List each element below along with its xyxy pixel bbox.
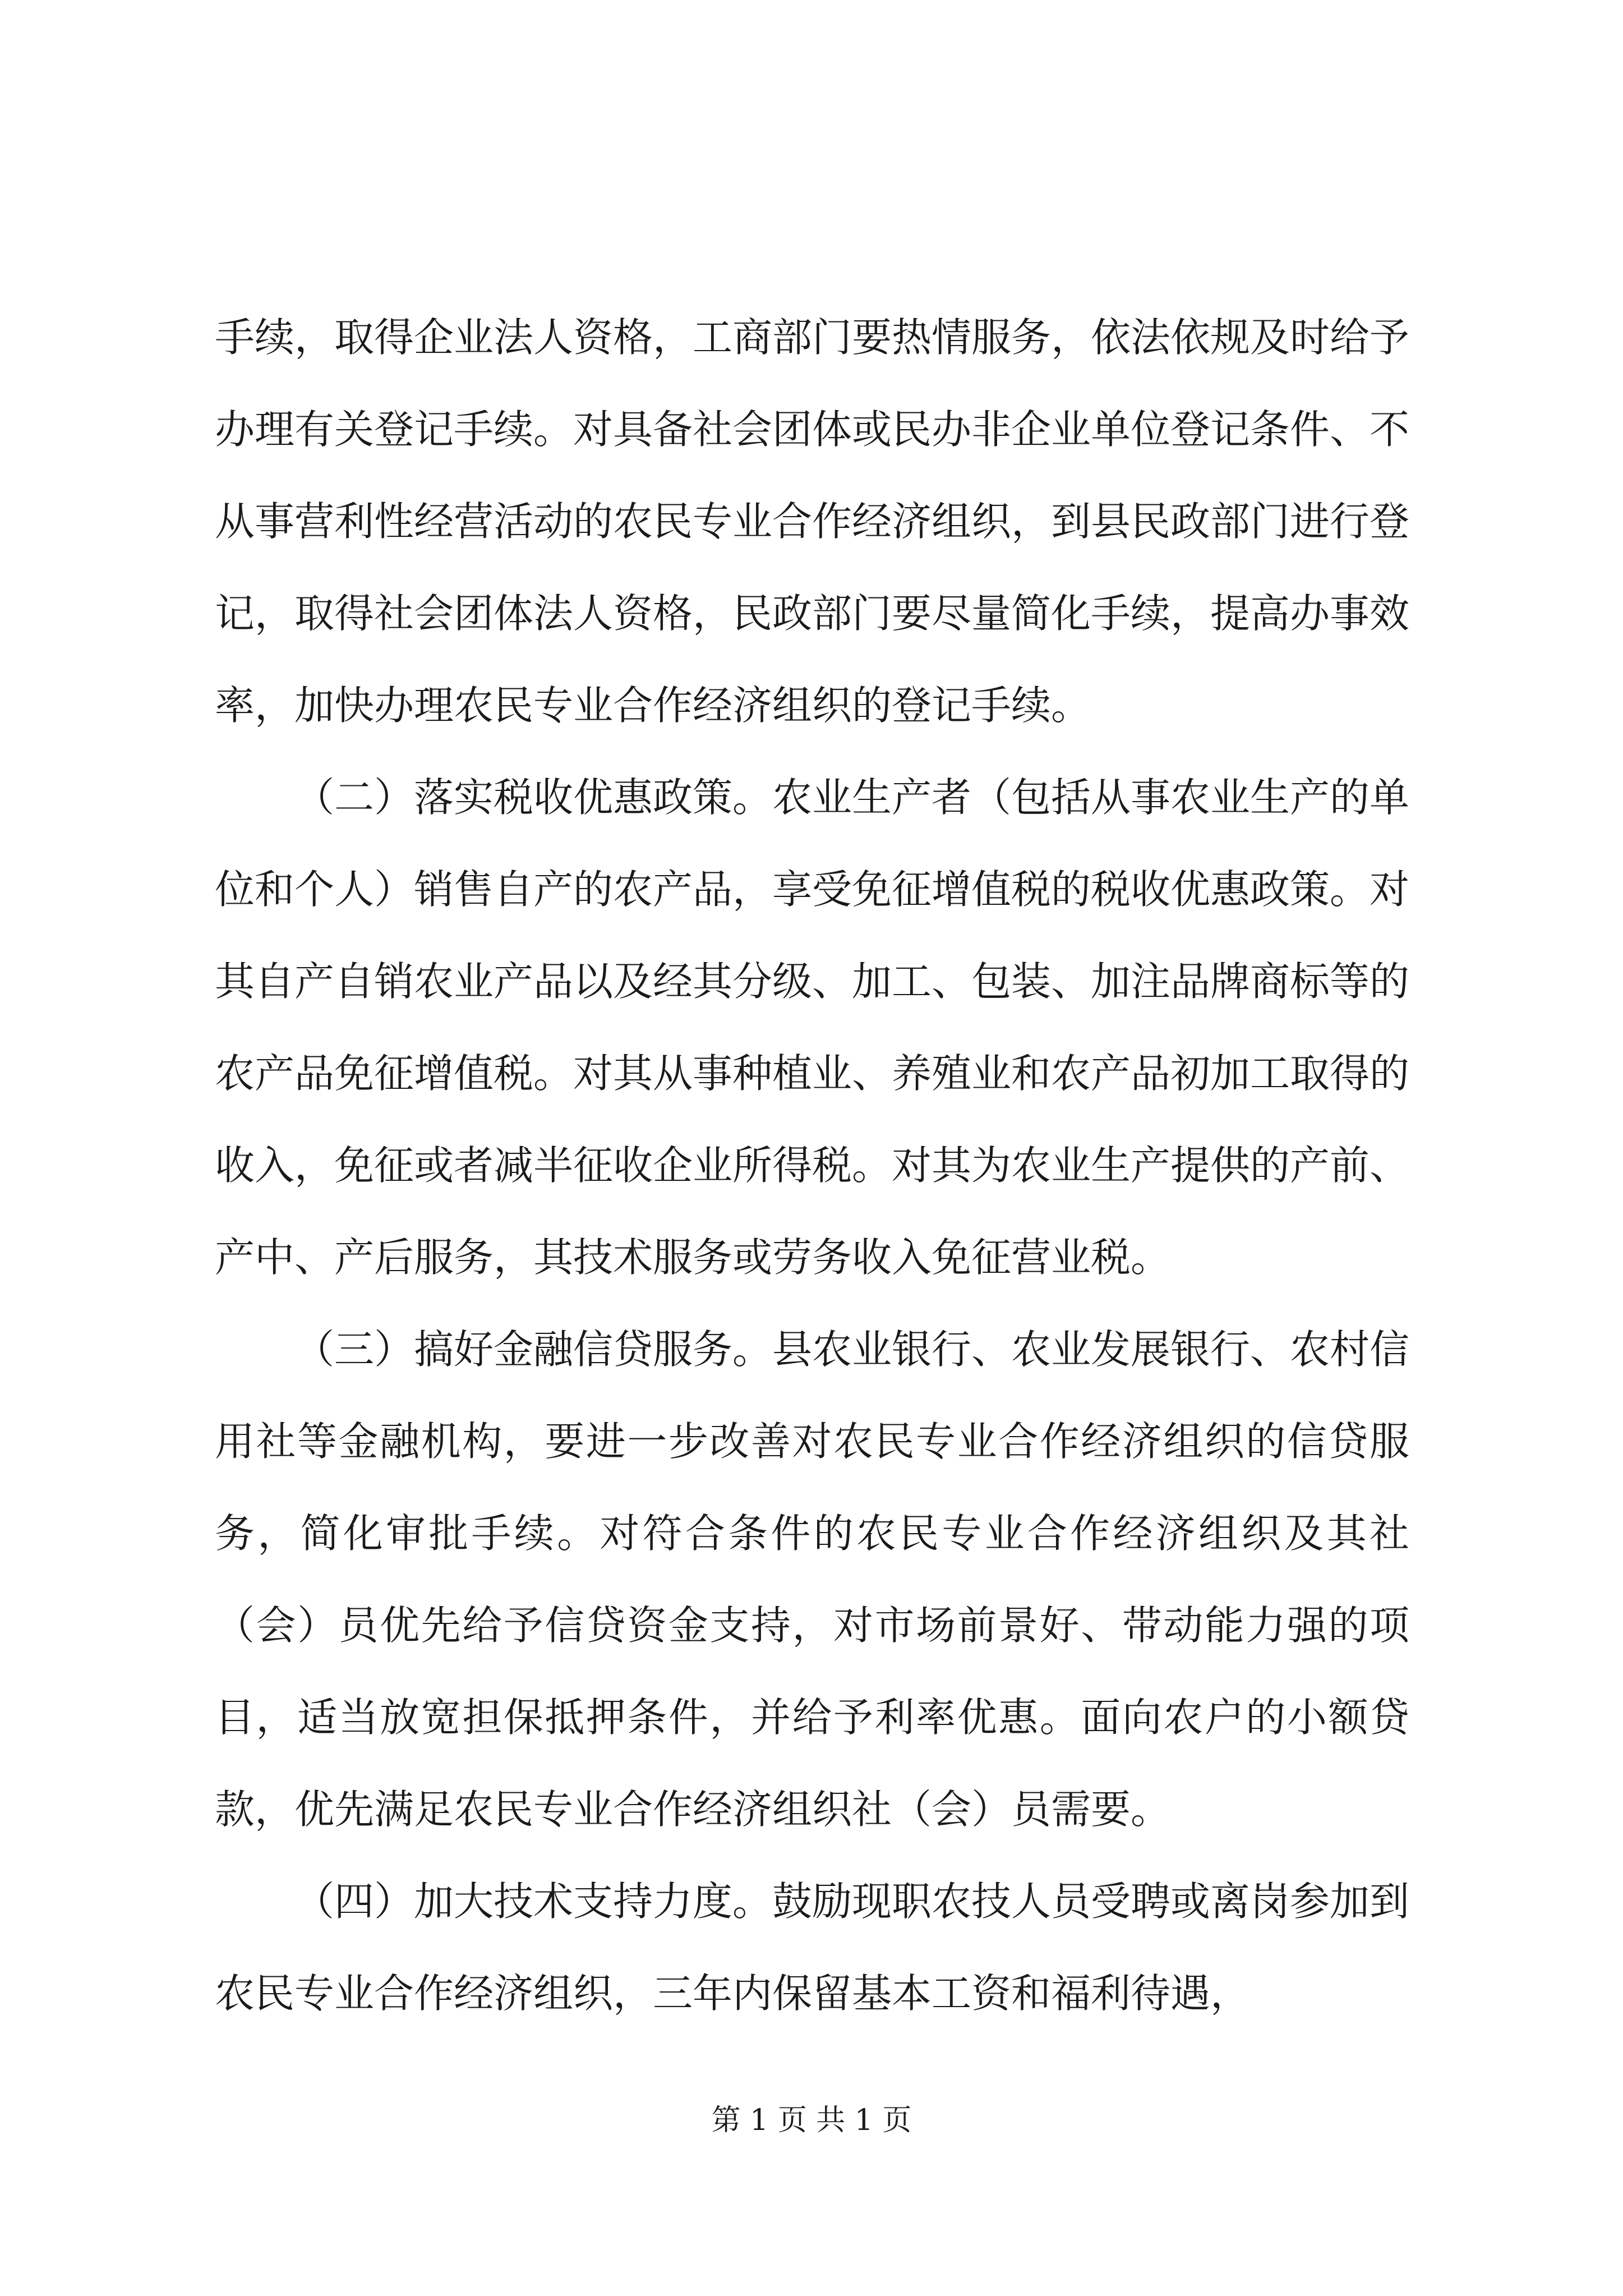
document-body — [215, 292, 1409, 2040]
paragraph-registration-continued: 手续，取得企业法人资格，工商部门要热情服务，依法依规及时给予办理有关登记手续。对具备社会团体或民办非企业单位登记条件、不从事营利性经营活动的农民专业合作经济组织，到县民政部门进行登记，取得社会团体法人资格，民政部门要尽量简化手续，提高办事效率，加快办理农民专业合作经济组织的登记手续。 — [215, 314, 1410, 729]
paragraph-tax-policy: （二）落实税收优惠政策。农业生产者（包括从事农业生产的单位和个人）销售自产的农产品，享受免征增值税的税收优惠政策。对其自产自销农业产品以及经其分级、加工、包装、加注品牌商标等的农产品免征增值税。对其从事种植业、养殖业和农产品初加工取得的收入，免征或者减半征收企业所得税。对其为农业生产提供的产前、产中、产后服务，其技术服务或劳务收入免征营业税。 — [215, 774, 1410, 1281]
paragraph-credit-service: （三）搞好金融信贷服务。县农业银行、农业发展银行、农村信用社等金融机构，要进一步改善对农民专业合作经济组织的信贷服务，简化审批手续。对符合条件的农民专业合作经济组织及其社（会）员优先给予信贷资金支持，对市场前景好、带动能力强的项目，适当放宽担保抵押条件，并给予利率优惠。面向农户的小额贷款，优先满足农民专业合作经济组织社（会）员需要。 — [215, 1326, 1410, 1833]
page-footer: 第 1 页 共 1 页 — [711, 2104, 912, 2137]
paragraph-technical-support: （四）加大技术支持力度。鼓励现职农技人员受聘或离岗参加到农民专业合作经济组织，三年内保留基本工资和福利待遇， — [215, 1878, 1410, 2017]
